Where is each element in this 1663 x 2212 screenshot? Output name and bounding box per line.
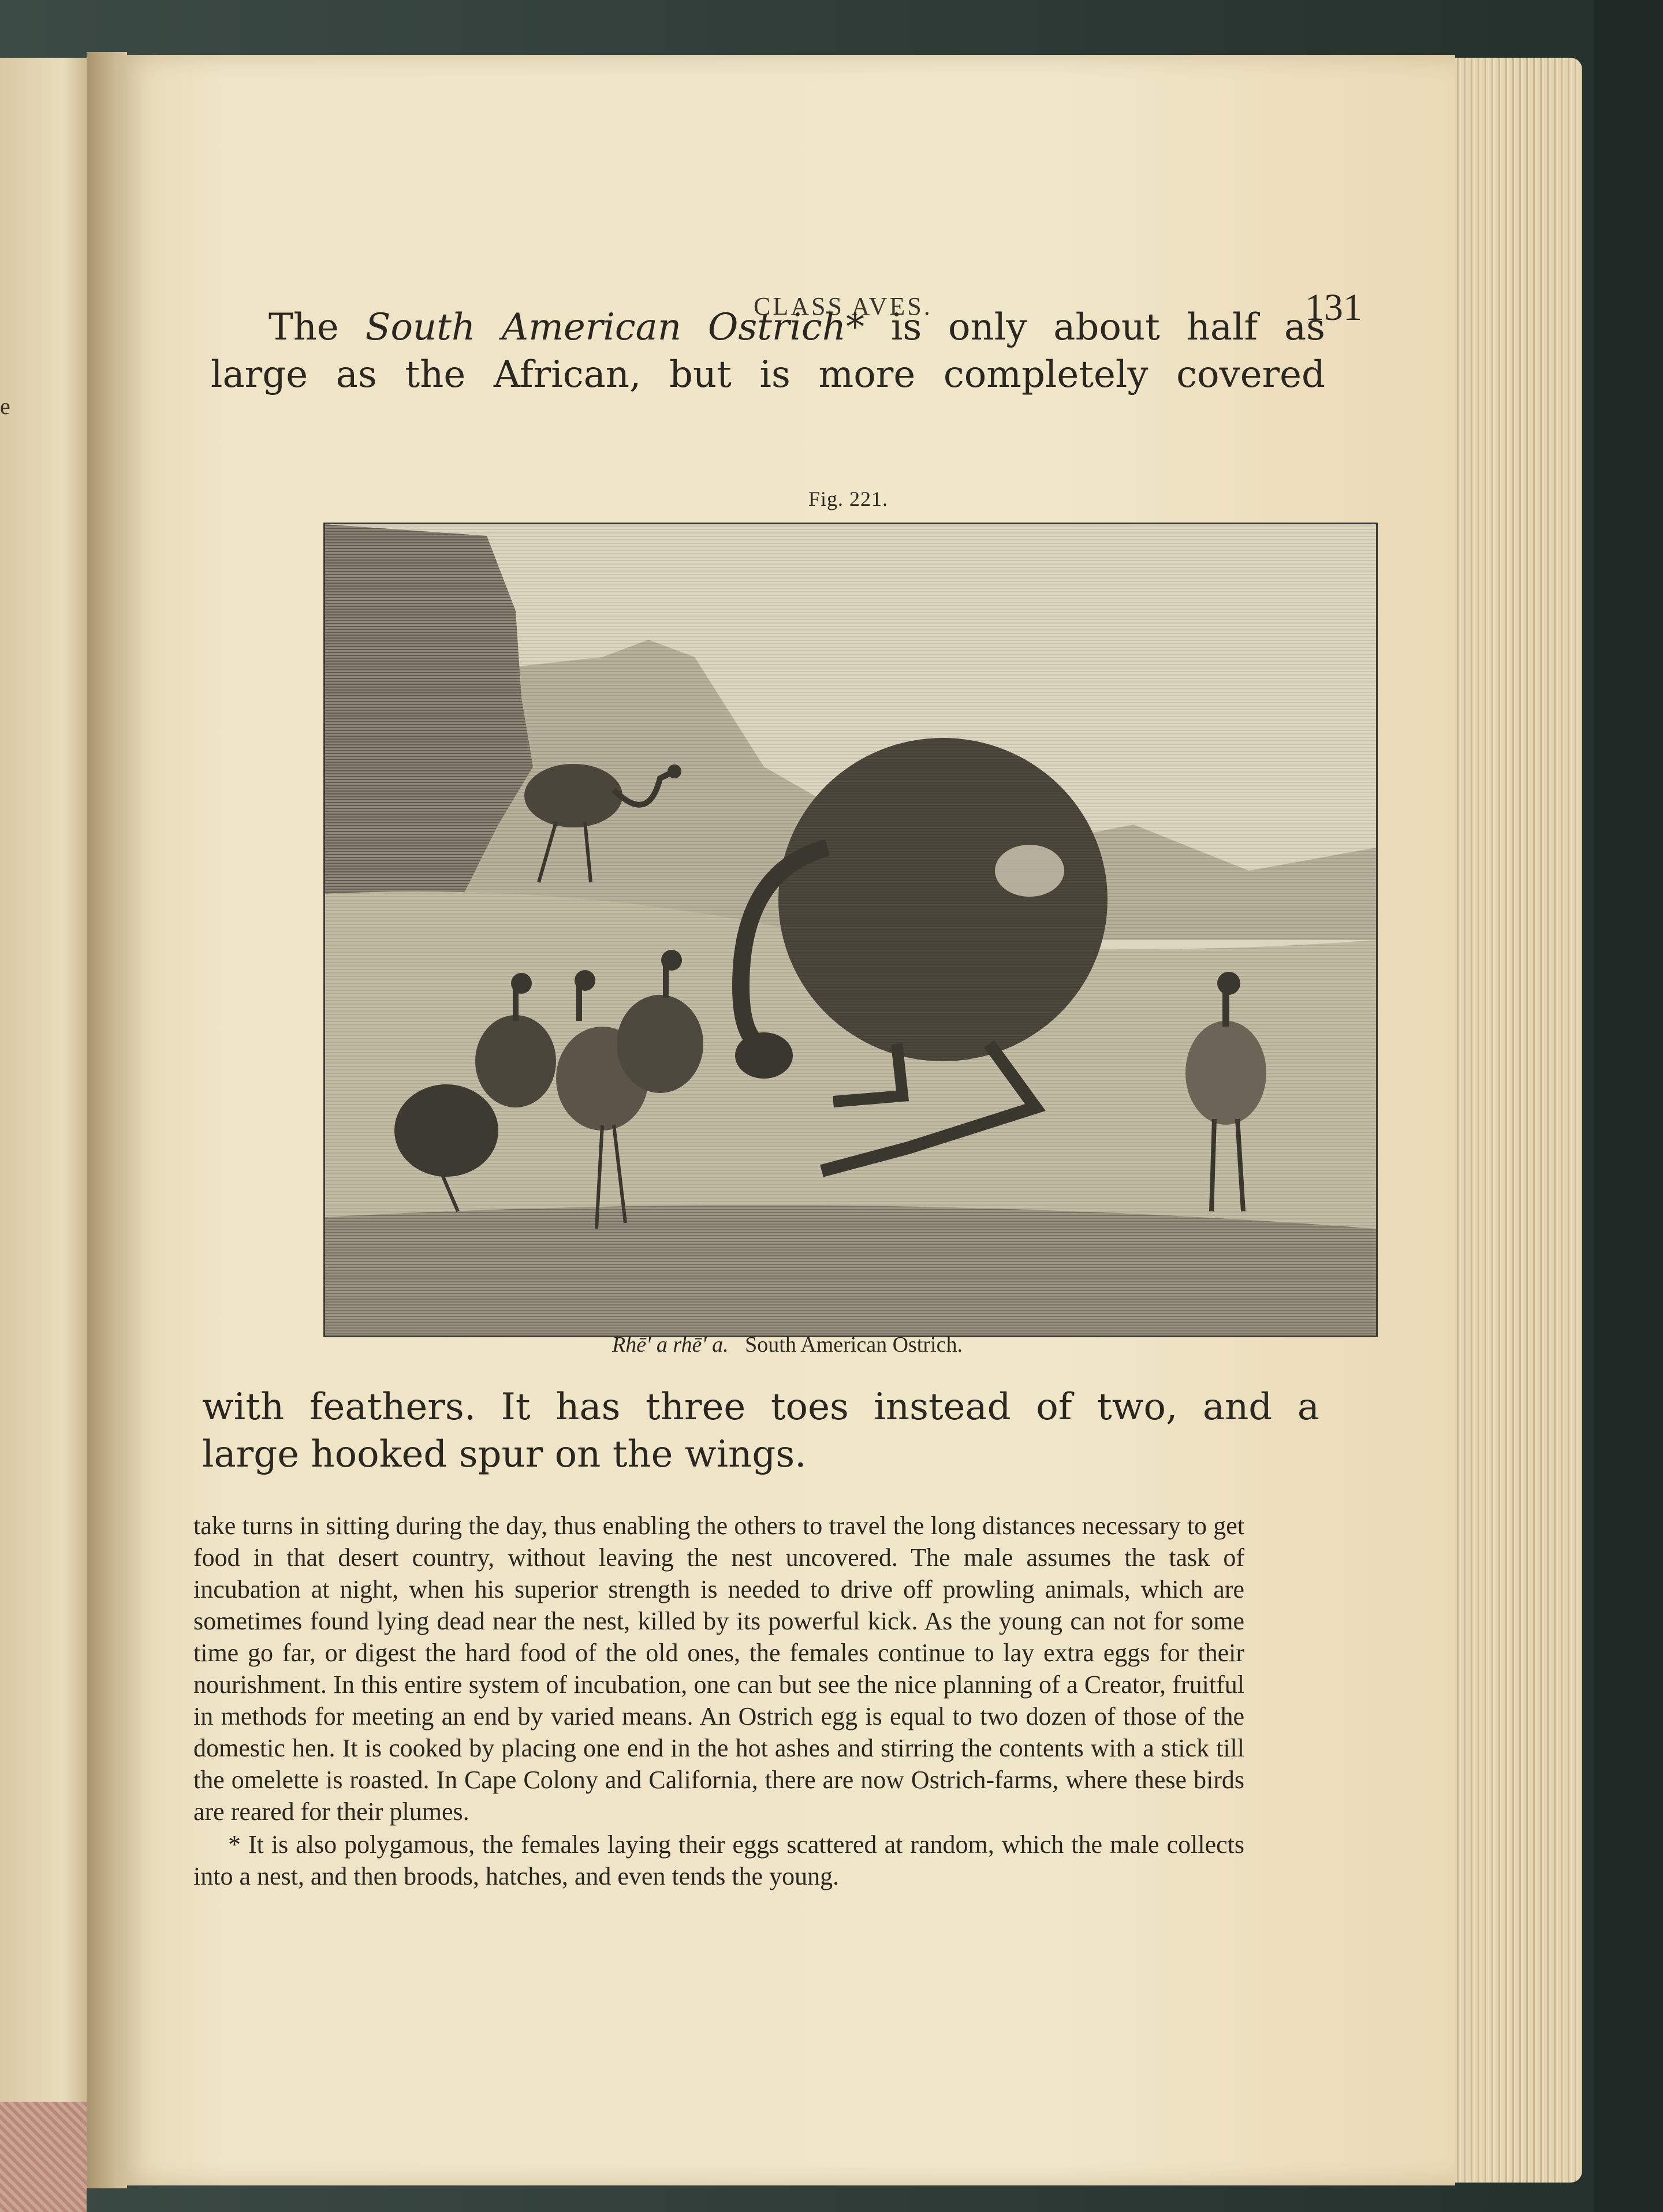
intro-line-1-italic: South American Ostrich <box>365 306 847 349</box>
intro-line-2: large as the African, but is more completely covered <box>211 353 1325 396</box>
book-cover-edge <box>1594 0 1663 2212</box>
figure-label: Fig. 221. <box>808 487 889 510</box>
page-content <box>115 55 1455 2185</box>
footnote: * It is also polygamous, the females laying their eggs scattered at random, which the male collects into a nest, and then broods, hatches, and even tends the young. <box>193 1830 1244 1890</box>
left-page-stray-char: e <box>0 393 10 419</box>
body-text-block <box>193 1510 1244 1892</box>
caption-common-name: South American Ostrich. <box>745 1333 963 1357</box>
intro-line-1 <box>269 303 1325 352</box>
after-figure-line-2: large hooked spur on the wings. <box>202 1433 807 1476</box>
left-page <box>0 58 90 2183</box>
running-head: CLASS AVES. <box>754 292 933 320</box>
body-paragraph: take turns in sitting during the day, thus enabling the others to travel the long distances necessary to get food in that desert country, without leaving the nest uncovered. The male assumes the task of incubation at night, when his superior strength is needed to drive off prowling animals, which are sometimes found lying dead near the nest, killed by its powerful kick. As the young can not for some time go far, or digest the hard food of the old ones, the females continue to lay extra eggs for their nourishment. In this entire system of incubation, one can but see the nice planning of a Creator, fruitful in methods for meeting an end by varied means. An Ostrich egg is equal to two dozen of those of the domestic hen. It is cooked by placing one end in the hot ashes and stirring the contents with a stick till the omelette is roasted. In Cape Colony and California, there are now Ostrich-farms, where these birds are reared for their plumes. <box>193 1512 1244 1826</box>
figure-illustration <box>323 523 1378 1337</box>
caption-scientific-name: Rhē′ a rhē′ a. <box>612 1333 729 1357</box>
ostrich-engraving <box>325 524 1376 1336</box>
left-page-marbled-edge <box>0 2102 87 2212</box>
figure-caption <box>612 1332 963 1357</box>
page-number: 131 <box>1305 286 1362 329</box>
right-page <box>115 55 1455 2185</box>
after-figure-line-1: with feathers. It has three toes instead of two, and a <box>202 1386 1319 1428</box>
intro-line-1-post: * is only about half as <box>846 306 1326 349</box>
intro-line-1-pre: The <box>269 306 366 349</box>
